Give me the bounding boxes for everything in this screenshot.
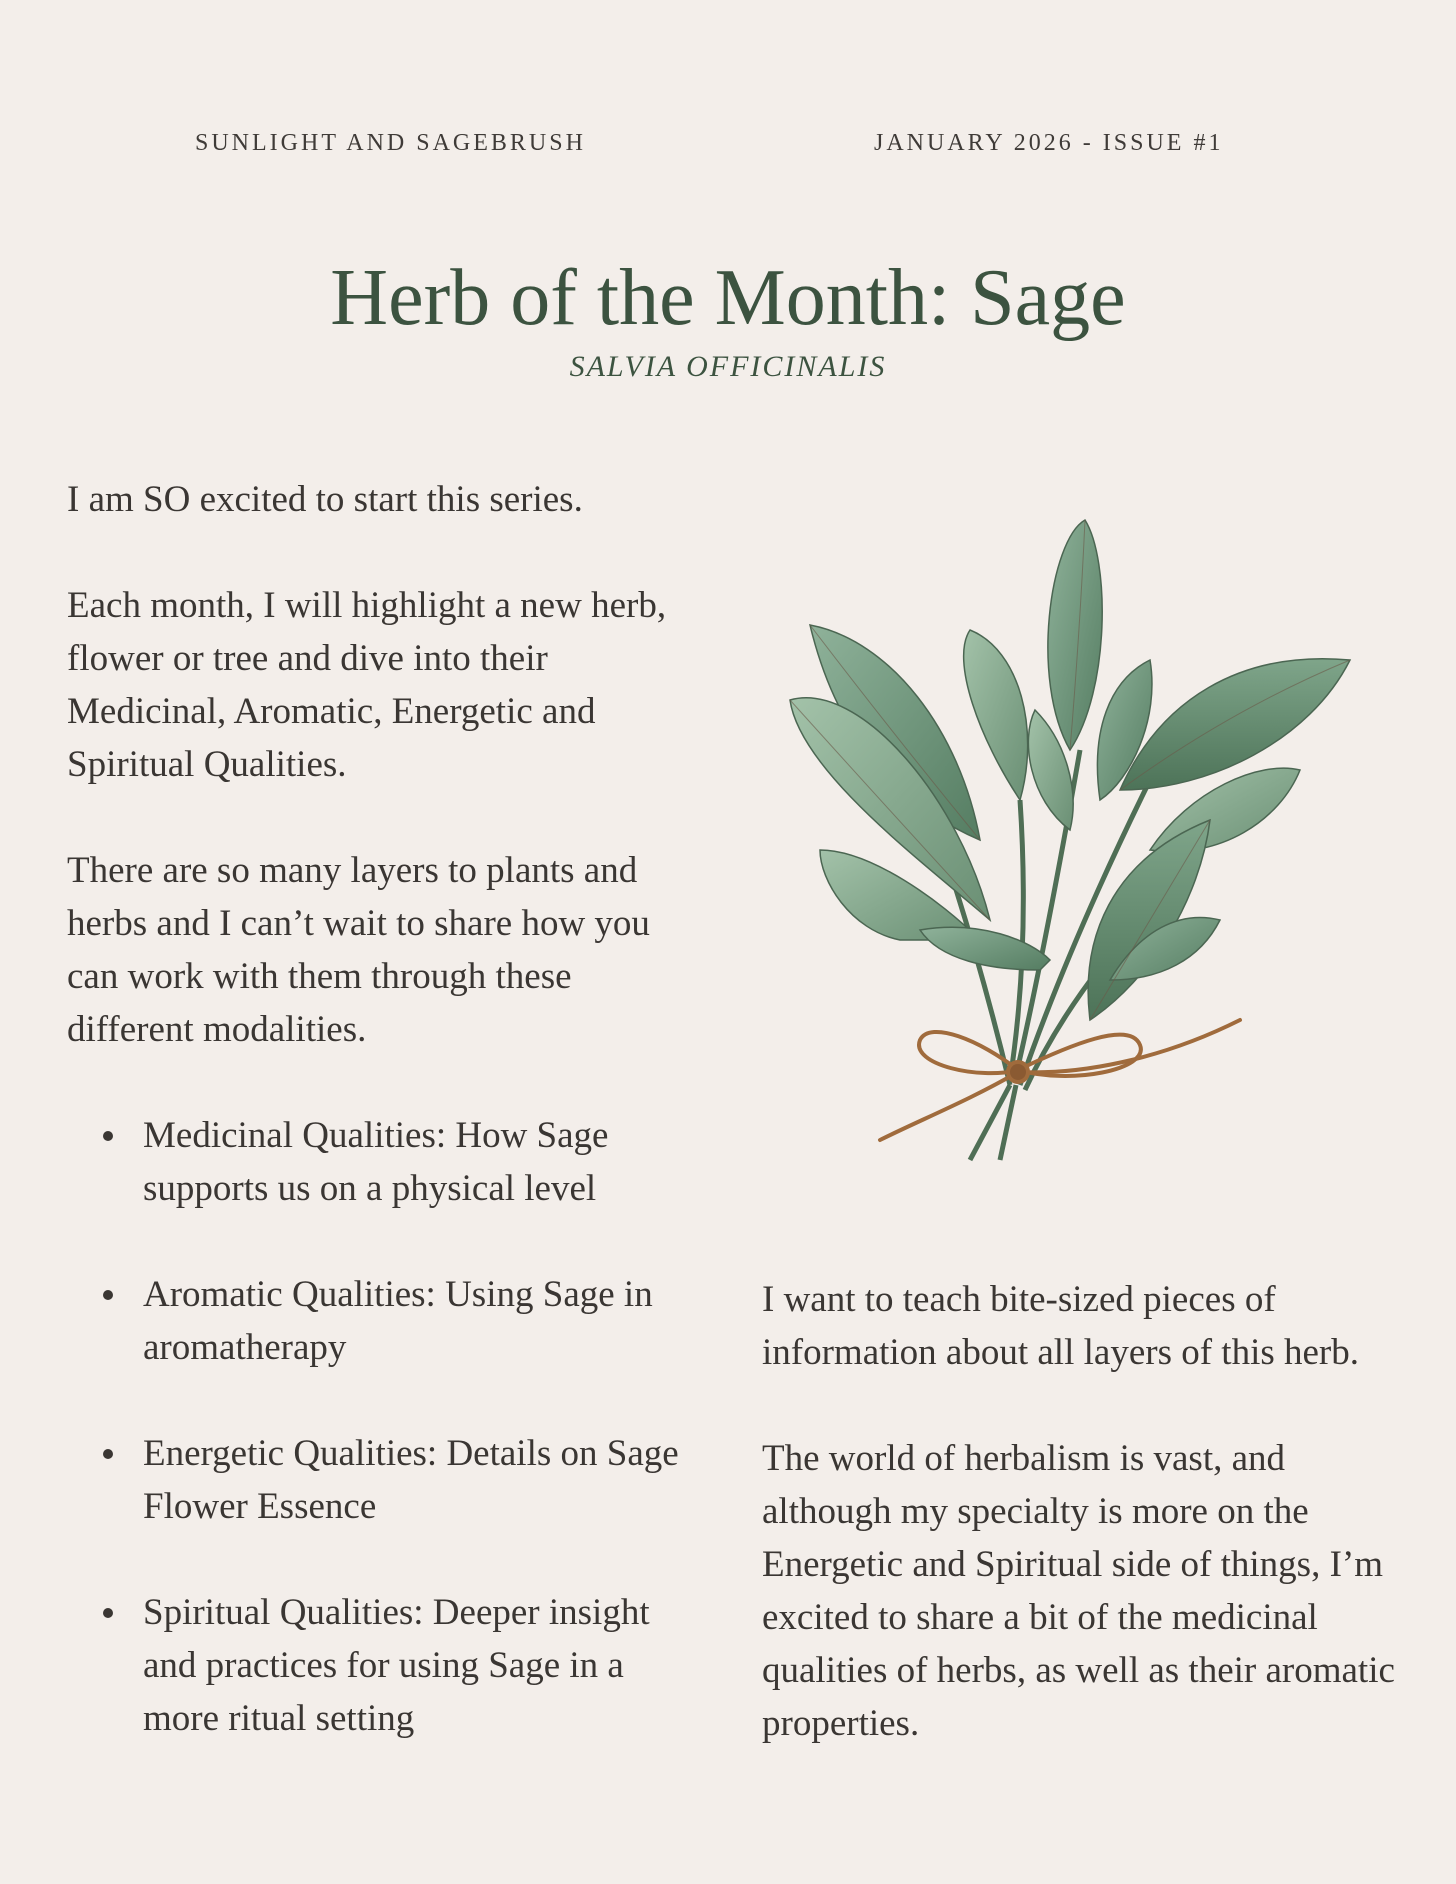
bullet-icon <box>103 1608 113 1618</box>
list-item-text: Energetic Qualities: Details on Sage Flower Essence <box>143 1433 679 1527</box>
series-paragraph: Each month, I will highlight a new herb, flower or tree and dive into their Medicinal, Aromatic, Energetic and Spiritual Qualities. <box>67 585 667 785</box>
issue-date: JANUARY 2026 - ISSUE #1 <box>874 130 1224 156</box>
left-column <box>67 473 707 1798</box>
botanical-name: SALVIA OFFICINALIS <box>569 350 887 383</box>
bullet-icon <box>103 1290 113 1300</box>
bullet-icon <box>103 1449 113 1459</box>
twine-bow <box>880 1020 1240 1140</box>
sage-leaves <box>790 520 1350 1020</box>
right-column <box>762 1273 1402 1750</box>
list-item-text: Spiritual Qualities: Deeper insight and practices for using Sage in a more ritual setting <box>143 1592 650 1739</box>
sage-bundle-illustration <box>780 500 1360 1190</box>
bullet-icon <box>103 1131 113 1141</box>
page-title: Herb of the Month: Sage <box>330 254 1126 342</box>
herbalism-paragraph: The world of herbalism is vast, and although my specialty is more on the Energetic and Spiritual side of things, I’m excited to share a bit of the medicinal qualities of herbs, as well as their aromatic properties. <box>762 1438 1395 1744</box>
publication-name: SUNLIGHT AND SAGEBRUSH <box>195 130 586 156</box>
intro-paragraph: I am SO excited to start this series. <box>67 479 583 520</box>
teach-paragraph: I want to teach bite-sized pieces of information about all layers of this herb. <box>762 1279 1359 1373</box>
list-item-text: Aromatic Qualities: Using Sage in aromatherapy <box>143 1274 653 1368</box>
list-item <box>67 1427 707 1533</box>
qualities-list <box>67 1109 707 1745</box>
list-item-text: Medicinal Qualities: How Sage supports us on a physical level <box>143 1115 609 1209</box>
list-item <box>67 1586 707 1745</box>
list-item <box>67 1268 707 1374</box>
list-item <box>67 1109 707 1215</box>
layers-paragraph: There are so many layers to plants and herbs and I can’t wait to share how you can work with them through these different modalities. <box>67 850 650 1050</box>
